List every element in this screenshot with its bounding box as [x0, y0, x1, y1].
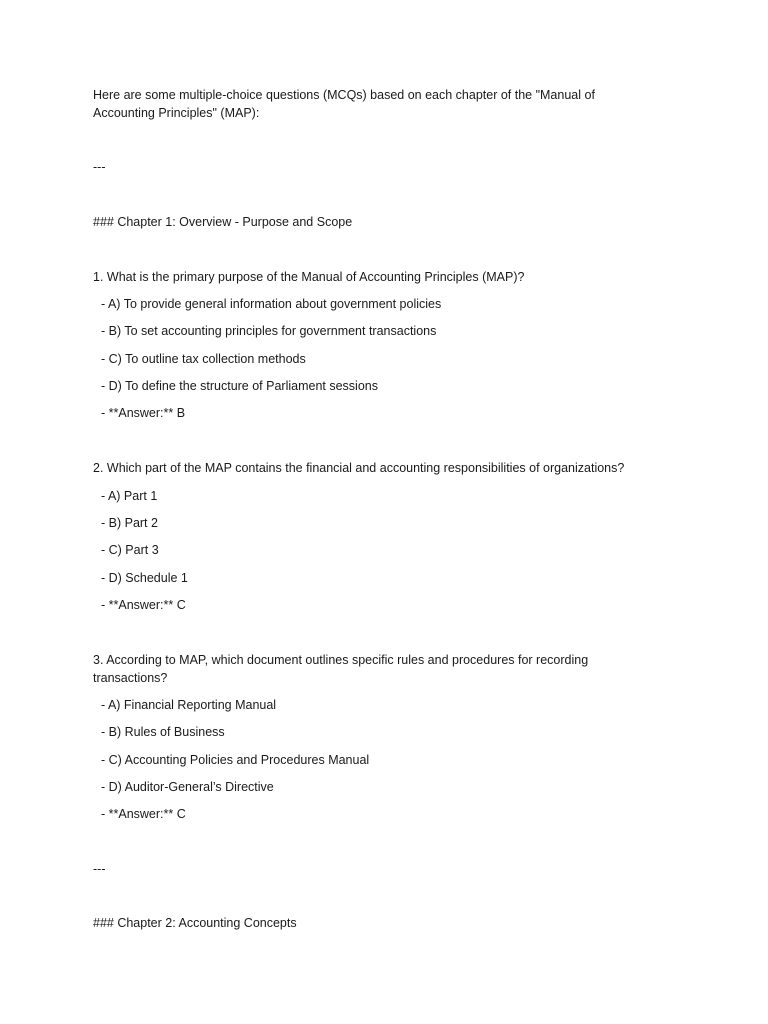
option-a: - A) To provide general information about government policies	[101, 297, 442, 311]
option-d: - D) Schedule 1	[101, 571, 188, 585]
answer-line: - **Answer:** C	[101, 598, 186, 612]
option-b: - B) Rules of Business	[101, 725, 225, 739]
option-c: - C) Part 3	[101, 543, 159, 557]
option-a: - A) Financial Reporting Manual	[101, 698, 277, 712]
option-d: - D) Auditor-General’s Directive	[101, 780, 274, 794]
question-text: 2. Which part of the MAP contains the financial and accounting responsibilities of organizations?	[93, 461, 625, 475]
separator: ---	[93, 862, 106, 876]
answer-line: - **Answer:** B	[101, 406, 186, 420]
intro-line-2: Accounting Principles" (MAP):	[93, 106, 260, 120]
option-b: - B) Part 2	[101, 516, 158, 530]
chapter-heading: ### Chapter 2: Accounting Concepts	[93, 916, 297, 930]
question-text-continued: transactions?	[93, 671, 168, 685]
separator: ---	[93, 160, 106, 174]
intro-line-1: Here are some multiple-choice questions (MCQs) based on each chapter of the "Manual of	[93, 88, 595, 102]
question-text: 3. According to MAP, which document outlines specific rules and procedures for recording	[93, 653, 589, 667]
option-a: - A) Part 1	[101, 489, 158, 503]
option-c: - C) Accounting Policies and Procedures Manual	[101, 753, 370, 767]
option-d: - D) To define the structure of Parliament sessions	[101, 379, 378, 393]
question-text: 1. What is the primary purpose of the Manual of Accounting Principles (MAP)?	[93, 270, 525, 284]
option-c: - C) To outline tax collection methods	[101, 352, 306, 366]
chapter-heading: ### Chapter 1: Overview - Purpose and Scope	[93, 215, 353, 229]
answer-line: - **Answer:** C	[101, 807, 186, 821]
option-b: - B) To set accounting principles for government transactions	[101, 324, 437, 338]
